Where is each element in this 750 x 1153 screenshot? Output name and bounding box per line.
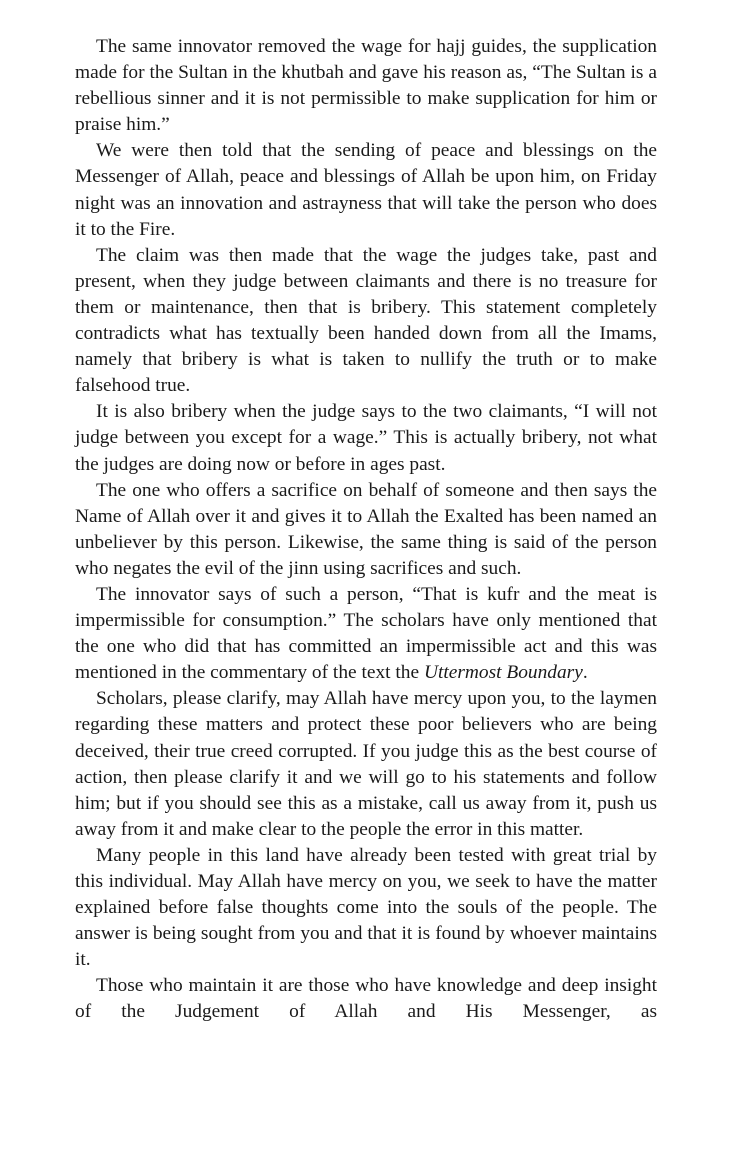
paragraph-text: Scholars, please clarify, may Allah have mercy upon you, to the laymen regarding these matters and protect these poor believers who are being deceived, their true creed corrupted. If you judge this as the best course of action, then please clarify it and we will go to his statements and follow him; but if you should see this as a mistake, call us away from it, push us away from it and make clear to the people the error in this matter. xyxy=(75,688,657,840)
paragraph-text: We were then told that the sending of peace and blessings on the Messenger of Allah, peace and blessings of Allah be upon him, on Friday night was an innovation and astrayness that will take the person who does it to the Fire. xyxy=(75,140,657,240)
document-page xyxy=(75,34,657,1026)
paragraph-1 xyxy=(75,34,657,138)
paragraph-text: . xyxy=(582,662,588,684)
paragraph-text: Many people in this land have already been tested with great trial by this individual. May Allah have mercy on you, we seek to have the matter explained before false thoughts come into the souls of the people. The answer is being sought from you and that it is found by whoever maintains it. xyxy=(75,844,657,971)
paragraph-6 xyxy=(75,582,657,686)
book-title: Uttermost Boundary xyxy=(423,662,583,684)
paragraph-5 xyxy=(75,478,657,582)
paragraph-9 xyxy=(75,973,657,1025)
paragraph-3 xyxy=(75,243,657,400)
paragraph-text: The innovator says of such a person, “That is kufr and the meat is impermissible for consumption.” The scholars have only mentioned that the one who did that has committed an impermissible act and this was mentioned in the commentary of the text the xyxy=(75,583,657,684)
paragraph-2 xyxy=(75,138,657,242)
paragraph-text: Those who maintain it are those who have knowledge and deep insight of the Judgement of Allah and His Messenger, as xyxy=(75,975,657,1023)
paragraph-8 xyxy=(75,843,657,973)
paragraph-text: The same innovator removed the wage for hajj guides, the supplication made for the Sultan in the khutbah and gave his reason as, “The Sultan is a rebellious sinner and it is not permissible to make supplication for him or praise him.” xyxy=(75,36,657,136)
paragraph-text: It is also bribery when the judge says to the two claimants, “I will not judge between you except for a wage.” This is actually bribery, not what the judges are doing now or before in ages past. xyxy=(75,401,657,475)
paragraph-text: The one who offers a sacrifice on behalf of someone and then says the Name of Allah over it and gives it to Allah the Exalted has been named an unbeliever by this person. Likewise, the same thing is said of the person who negates the evil of the jinn using sacrifices and such. xyxy=(75,479,657,579)
paragraph-4 xyxy=(75,399,657,477)
paragraph-text: The claim was then made that the wage the judges take, past and present, when they judge between claimants and there is no treasure for them or maintenance, then that is bribery. This statement completely contradicts what has textually been handed down from all the Imams, namely that bribery is what is taken to nullify the truth or to make falsehood true. xyxy=(75,244,657,397)
paragraph-7 xyxy=(75,686,657,843)
